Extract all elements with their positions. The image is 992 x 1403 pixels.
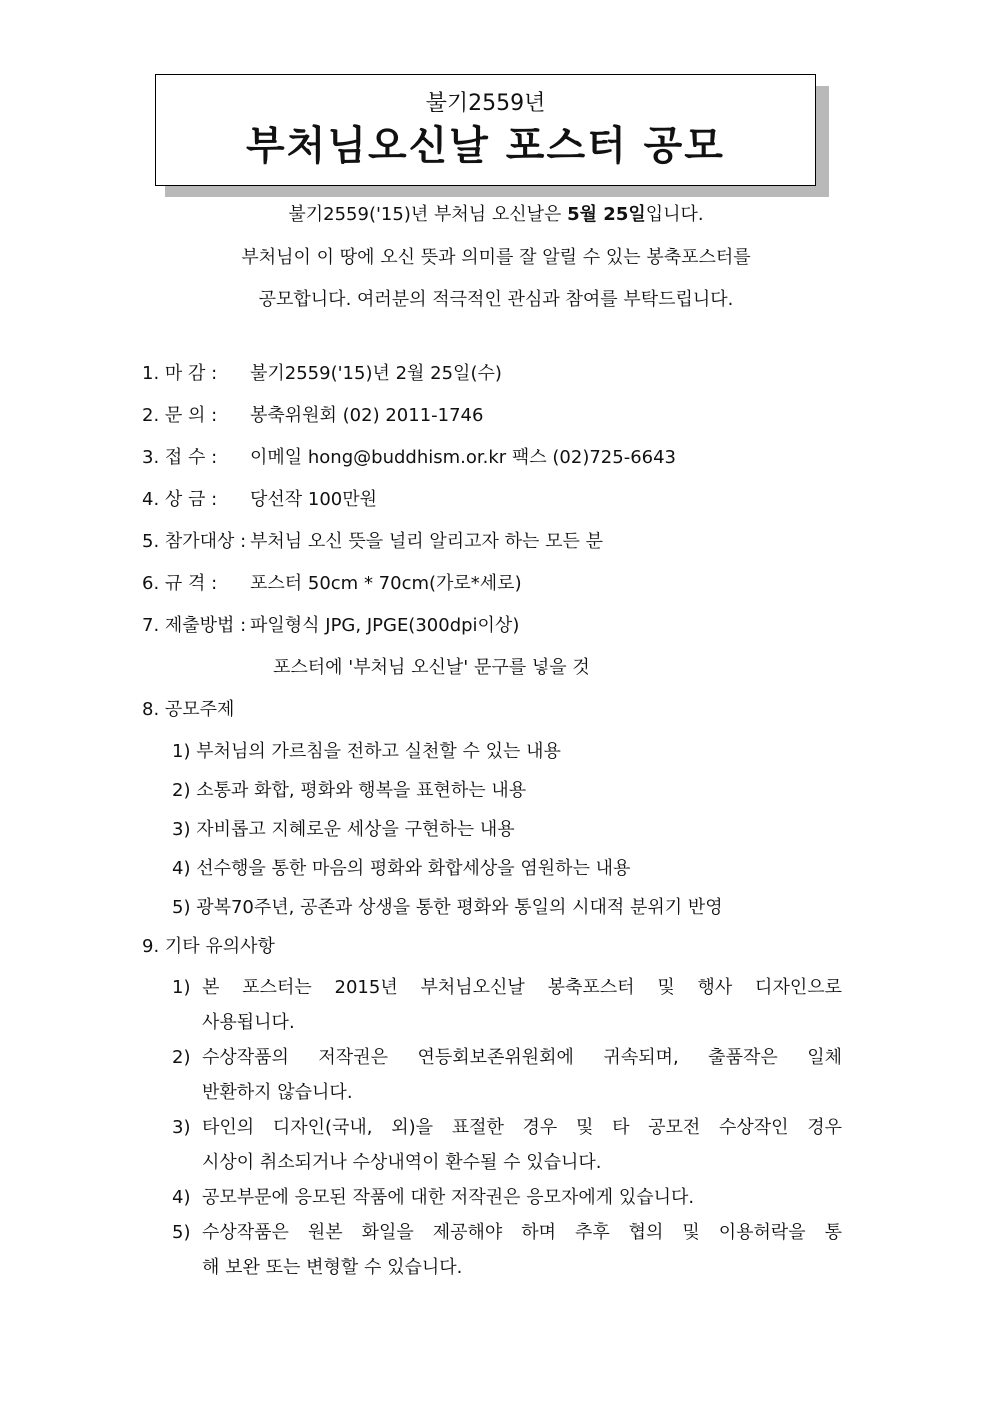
item-prize (142, 488, 377, 512)
note-item (172, 1116, 842, 1173)
item-eligibility (142, 530, 603, 554)
item-label: 2. 문 의 : (142, 405, 218, 426)
title-box (155, 74, 816, 186)
item-label: 5. 참가대상 : (142, 531, 247, 552)
intro-line-2: 부처님이 이 땅에 오신 뜻과 의미를 잘 알릴 수 있는 봉축포스터를 (241, 247, 751, 268)
note-text: 수상작품은 원본 화일을 제공해야 하며 추후 협의 및 이용허락을 통 (202, 1222, 842, 1243)
item-format-note: 포스터에 '부처님 오신날' 문구를 넣을 것 (273, 657, 590, 678)
item-label: 1. 마 감 : (142, 363, 218, 384)
item-value: 봉축위원회 (02) 2011-1746 (250, 405, 484, 426)
notes-heading: 9. 기타 유의사항 (142, 936, 275, 957)
note-item (172, 1046, 842, 1103)
topics-heading: 8. 공모주제 (142, 699, 235, 720)
item-value: 부처님 오신 뜻을 널리 알리고자 하는 모든 분 (250, 531, 604, 552)
intro-line-1 (120, 203, 872, 227)
topic-item: 3) 자비롭고 지혜로운 세상을 구현하는 내용 (172, 819, 515, 840)
item-label: 6. 규 격 : (142, 573, 218, 594)
item-value: 당선작 100만원 (250, 489, 378, 510)
topic-item: 4) 선수행을 통한 마음의 평화와 화합세상을 염원하는 내용 (172, 858, 631, 879)
note-text-cont: 반환하지 않습니다. (202, 1082, 353, 1103)
note-item (172, 1221, 842, 1278)
note-number: 1) (172, 977, 191, 998)
note-number: 3) (172, 1117, 191, 1138)
item-value: 불기2559('15)년 2월 25일(수) (250, 363, 502, 384)
item-deadline (142, 362, 502, 386)
intro-text: 입니다. (645, 204, 704, 225)
item-value: 이메일 hong@buddhism.or.kr 팩스 (02)725-6643 (250, 447, 677, 468)
topic-item: 2) 소통과 화합, 평화와 행복을 표현하는 내용 (172, 780, 527, 801)
note-item (172, 976, 842, 1033)
item-value: 포스터 50cm * 70cm(가로*세로) (250, 573, 522, 594)
item-size (142, 572, 522, 596)
topic-item: 5) 광복70주년, 공존과 상생을 통한 평화와 통일의 시대적 분위기 반영 (172, 897, 723, 918)
title-year: 불기2559년 (425, 91, 546, 116)
intro-line-3: 공모합니다. 여러분의 적극적인 관심과 참여를 부탁드립니다. (258, 289, 734, 310)
item-submission (142, 446, 676, 470)
item-label: 7. 제출방법 : (142, 615, 247, 636)
item-inquiry (142, 404, 483, 428)
topic-item: 1) 부처님의 가르침을 전하고 실천할 수 있는 내용 (172, 741, 561, 762)
note-text-cont: 시상이 취소되거나 수상내역이 환수될 수 있습니다. (202, 1152, 602, 1173)
note-text: 본 포스터는 2015년 부처님오신날 봉축포스터 및 행사 디자인으로 (202, 977, 842, 998)
intro-text: 불기2559('15)년 부처님 오신날은 (288, 204, 568, 225)
note-number: 5) (172, 1222, 191, 1243)
page-title: 부처님오신날 포스터 공모 (246, 123, 725, 169)
note-number: 4) (172, 1187, 191, 1208)
note-text-cont: 해 보완 또는 변형할 수 있습니다. (202, 1257, 463, 1278)
item-value: 파일형식 JPG, JPGE(300dpi이상) (250, 615, 520, 636)
item-label: 4. 상 금 : (142, 489, 218, 510)
note-number: 2) (172, 1047, 191, 1068)
item-label: 3. 접 수 : (142, 447, 218, 468)
event-date: 5월 25일 (567, 204, 646, 225)
note-text: 공모부문에 응모된 작품에 대한 저작권은 응모자에게 있습니다. (202, 1187, 695, 1208)
note-text-cont: 사용됩니다. (202, 1012, 295, 1033)
item-format (142, 614, 519, 638)
note-text: 타인의 디자인(국내, 외)을 표절한 경우 및 타 공모전 수상작인 경우 (202, 1117, 842, 1138)
note-text: 수상작품의 저작권은 연등회보존위원회에 귀속되며, 출품작은 일체 (202, 1047, 842, 1068)
